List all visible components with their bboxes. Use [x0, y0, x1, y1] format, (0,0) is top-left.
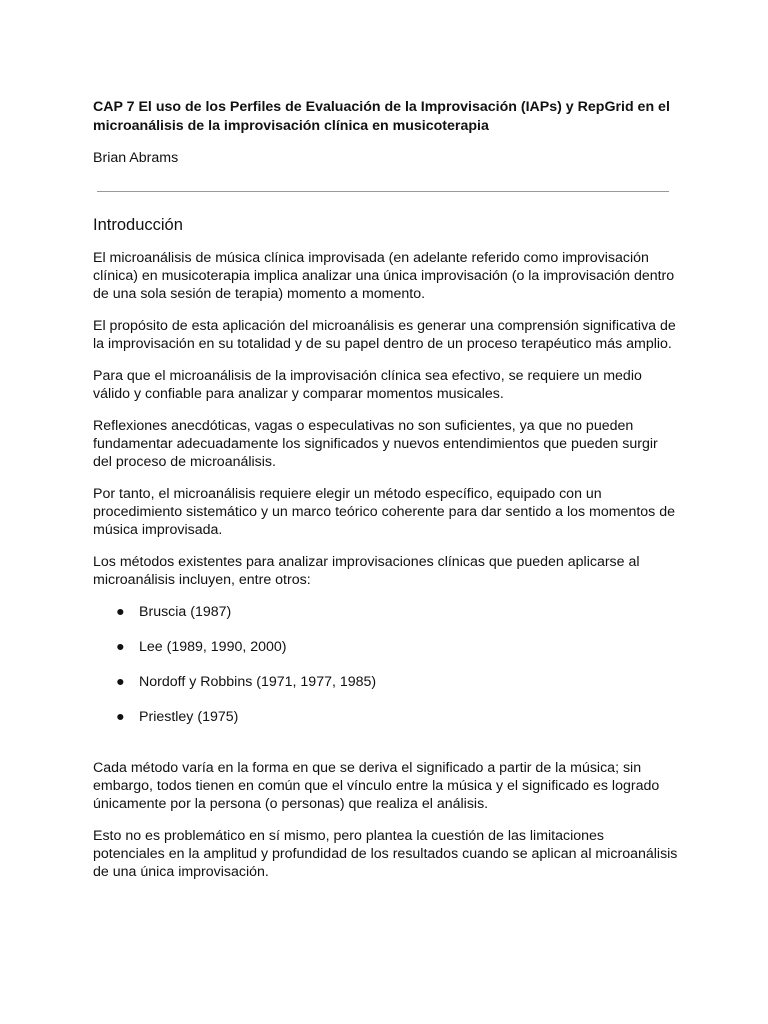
section-heading: Introducción	[93, 216, 183, 234]
author-name: Brian Abrams	[93, 150, 179, 166]
bullet-icon: ●	[116, 674, 125, 690]
paragraph: Para que el microanálisis de la improvisación clínica sea efectivo, se requiere un medio válido y confiable para analizar y comparar momentos musicales.	[93, 368, 642, 402]
bullet-icon: ●	[116, 639, 125, 655]
list-item	[93, 708, 678, 726]
list-item	[93, 673, 678, 691]
bullet-icon: ●	[116, 709, 125, 725]
document-title: CAP 7 El uso de los Perfiles de Evaluación de la Improvisación (IAPs) y RepGrid en el microanálisis de la improvisación clínica en musicoterapia	[93, 99, 670, 134]
list-item	[93, 603, 678, 621]
list-item	[93, 638, 678, 656]
list-item-text: Bruscia (1987)	[139, 604, 232, 620]
list-item-text: Nordoff y Robbins (1971, 1977, 1985)	[139, 674, 377, 690]
list-item-text: Lee (1989, 1990, 2000)	[139, 639, 287, 655]
paragraph: Esto no es problemático en sí mismo, pero plantea la cuestión de las limitaciones potenciales en la amplitud y profundidad de los resultados cuando se aplican al microanálisis de una única improvisación.	[93, 828, 678, 880]
paragraph: Por tanto, el microanálisis requiere elegir un método específico, equipado con un procedimiento sistemático y un marco teórico coherente para dar sentido a los momentos de música improvisada.	[93, 486, 675, 538]
paragraph: Reflexiones anecdóticas, vagas o especulativas no son suficientes, ya que no pueden fundamentar adecuadamente los significados y nuevos entendimientos que pueden surgir del proceso de microanálisis.	[93, 418, 658, 470]
paragraph: Cada método varía en la forma en que se deriva el significado a partir de la música; sin embargo, todos tienen en común que el vínculo entre la música y el significado es logrado únicamente por la persona (o personas) que realiza el análisis.	[93, 760, 660, 812]
bullet-icon: ●	[116, 604, 125, 620]
list-item-text: Priestley (1975)	[139, 709, 239, 725]
document-page	[93, 98, 678, 881]
methods-list	[93, 603, 678, 726]
paragraph: Los métodos existentes para analizar improvisaciones clínicas que pueden aplicarse al microanálisis incluyen, entre otros:	[93, 554, 640, 588]
horizontal-divider	[97, 191, 669, 192]
paragraph: El propósito de esta aplicación del microanálisis es generar una comprensión significativa de la improvisación en su totalidad y de su papel dentro de un proceso terapéutico más amplio.	[93, 318, 676, 352]
paragraph: El microanálisis de música clínica improvisada (en adelante referido como improvisación clínica) en musicoterapia implica analizar una única improvisación (o la improvisación dentro de una sola sesión de terapia) momento a momento.	[93, 250, 675, 302]
